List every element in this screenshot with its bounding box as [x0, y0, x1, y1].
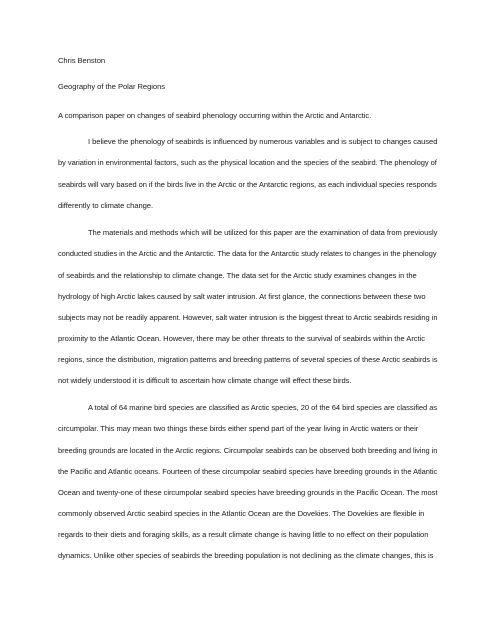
paragraph-line: conducted studies in the Arctic and the Antarctic. The data for the Antarctic study relates to changes in the phenology [58, 249, 437, 258]
author-name: Chris Benston [58, 56, 106, 65]
paragraph-line: hydrology of high Arctic lakes caused by salt water intrusion. At first glance, the connections between these two [58, 292, 426, 301]
paragraph-line: circumpolar. This may mean two things these birds either spend part of the year living in Arctic waters or their [58, 424, 419, 433]
paragraph-line: subjects may not be readily apparent. However, salt water intrusion is the biggest threat to Arctic seabirds residing in [58, 313, 438, 322]
course-title: Geography of the Polar Regions [58, 82, 165, 91]
paragraph-line: A total of 64 marine bird species are classified as Arctic species, 20 of the 64 bird species are classified as [88, 403, 438, 412]
paragraph-line: proximity to the Atlantic Ocean. However, there may be other threats to the survival of seabirds within the Arctic [58, 334, 425, 343]
paragraph-line: breeding grounds are located in the Arctic regions. Circumpolar seabirds can be observed both breeding and living in [58, 446, 438, 455]
paragraph-line: commonly observed Arctic seabird species in the Atlantic Ocean are the Dovekies. The Dovekies are flexible in [58, 509, 425, 518]
paragraph-line: regards to their diets and foraging skills, as a result climate change is having little to no effect on their population [58, 530, 429, 539]
paragraph-line: not widely understood it is difficult to ascertain how climate change will effect these birds. [58, 376, 352, 385]
paragraph-line: by variation in environmental factors, such as the physical location and the species of the seabird. The phenology of [58, 158, 437, 167]
paragraph-line: regions, since the distribution, migration patterns and breeding patterns of several species of these Arctic seabirds is [58, 355, 438, 364]
paragraph-line: The materials and methods which will be utilized for this paper are the examination of data from previously [88, 228, 438, 237]
paragraph-line: I believe the phenology of seabirds is influenced by numerous variables and is subject to changes caused [88, 137, 438, 146]
paragraph-line: of seabirds and the relationship to climate change. The data set for the Arctic study examines changes in the [58, 271, 417, 280]
paragraph-line: differently to climate change. [58, 201, 154, 210]
paper-subtitle: A comparison paper on changes of seabird phenology occurring within the Arctic and Antarctic. [58, 111, 372, 120]
paragraph-line: the Pacific and Atlantic oceans. Fourteen of these circumpolar seabird species have breeding grounds in the Atlantic [58, 467, 438, 476]
paragraph-line: dynamics. Unlike other species of seabirds the breeding population is not declining as the climate changes, this is [58, 551, 434, 560]
paragraph-line: Ocean and twenty-one of these circumpolar seabird species have breeding grounds in the Pacific Ocean. The most [58, 488, 438, 497]
paragraph-line: seabirds will vary based on if the birds live in the Arctic or the Antarctic regions, as each individual species responds [58, 180, 437, 189]
